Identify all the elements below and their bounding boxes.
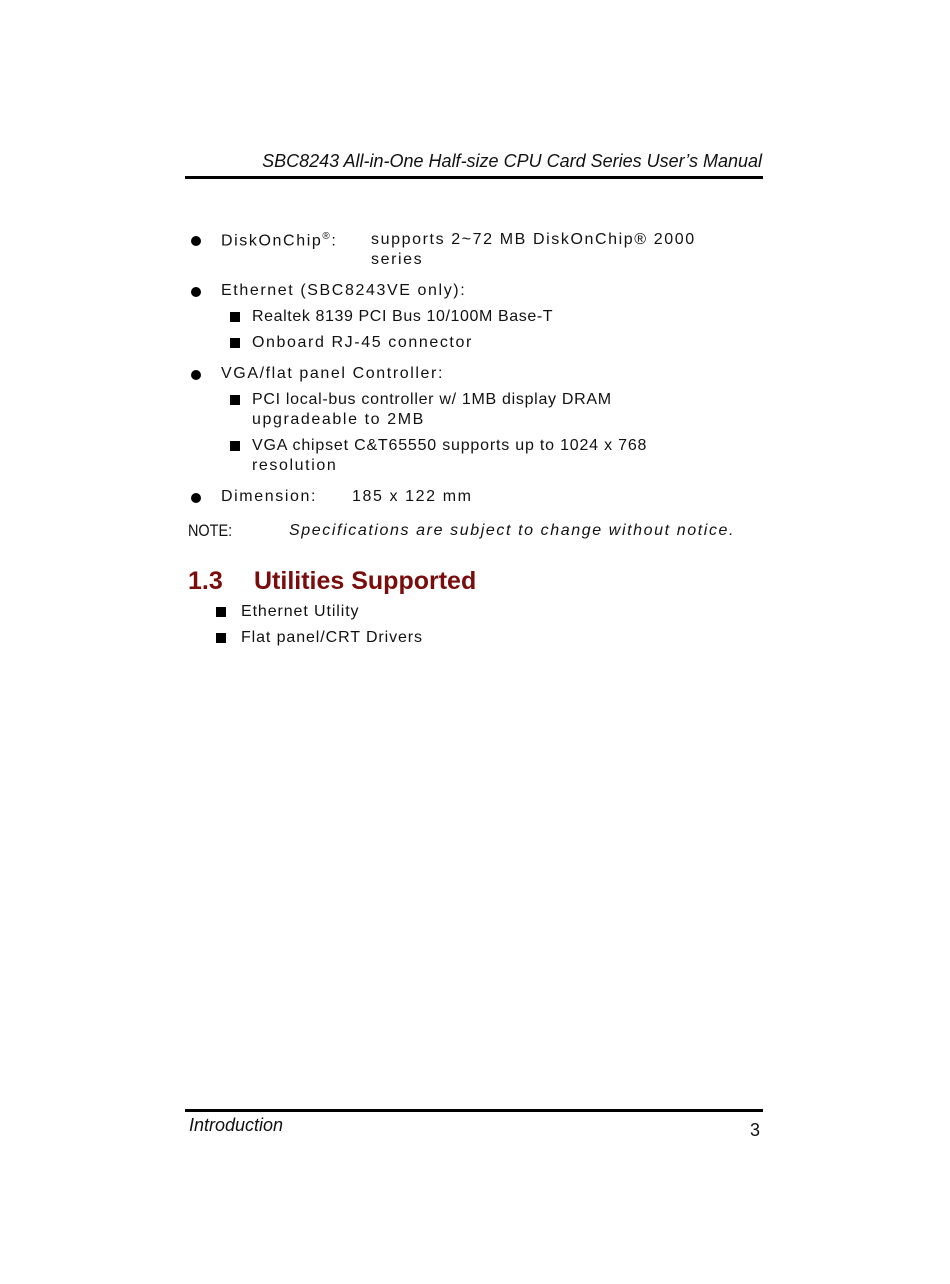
spec-diskonchip-label xyxy=(221,231,337,250)
bullet-dot-icon xyxy=(191,370,201,380)
ethernet-item: Onboard RJ-45 connector xyxy=(252,334,473,351)
vga-item-line: PCI local-bus controller w/ 1MB display DRAM xyxy=(252,391,612,408)
vga-item-line: VGA chipset C&T65550 supports up to 1024 x 768 xyxy=(252,437,648,454)
bullet-square-icon xyxy=(230,312,240,322)
spec-diskonchip-value-2: series xyxy=(371,251,424,268)
footer-rule xyxy=(185,1109,763,1112)
bullet-dot-icon xyxy=(191,287,201,297)
running-header: SBC8243 All-in-One Half-size CPU Card Series User’s Manual xyxy=(262,151,762,171)
note-label: NOTE: xyxy=(188,521,233,540)
spec-dimension-label: Dimension: xyxy=(221,488,318,505)
page-number: 3 xyxy=(749,1120,760,1140)
utility-item: Flat panel/CRT Drivers xyxy=(241,629,423,646)
spec-ethernet-label: Ethernet (SBC8243VE only): xyxy=(221,282,467,299)
registered-mark: ® xyxy=(322,231,332,242)
ethernet-item: Realtek 8139 PCI Bus 10/100M Base-T xyxy=(252,308,554,325)
diskonchip-colon: : xyxy=(331,232,338,250)
utility-item: Ethernet Utility xyxy=(241,603,360,620)
spec-diskonchip-value-1: supports 2~72 MB DiskOnChip® 2000 xyxy=(371,231,696,248)
bullet-dot-icon xyxy=(191,236,201,246)
bullet-square-icon xyxy=(230,338,240,348)
bullet-square-icon xyxy=(216,633,226,643)
section-number: 1.3 xyxy=(188,567,223,595)
spec-vga-label: VGA/flat panel Controller: xyxy=(221,365,445,382)
diskonchip-label-text: DiskOnChip xyxy=(221,232,323,250)
vga-item-line: upgradeable to 2MB xyxy=(252,411,425,428)
header-rule xyxy=(185,176,763,179)
bullet-square-icon xyxy=(230,441,240,451)
bullet-square-icon xyxy=(230,395,240,405)
bullet-square-icon xyxy=(216,607,226,617)
vga-item-line: resolution xyxy=(252,457,338,474)
spec-dimension-value: 185 x 122 mm xyxy=(352,488,473,505)
section-title: Utilities Supported xyxy=(254,567,477,595)
footer-chapter: Introduction xyxy=(189,1115,284,1135)
note-text: Specifications are subject to change without notice. xyxy=(289,522,736,539)
bullet-dot-icon xyxy=(191,493,201,503)
